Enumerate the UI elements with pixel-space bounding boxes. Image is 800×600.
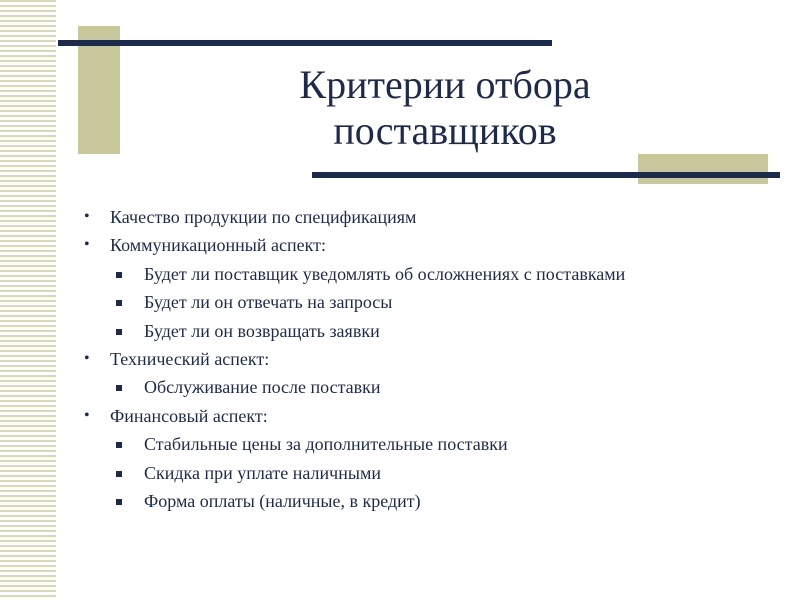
- list-item-text: Коммуникационный аспект:: [110, 235, 327, 256]
- square-bullet-icon: [116, 499, 122, 505]
- list-item: [80, 203, 780, 231]
- list-item-text: Технический аспект:: [110, 348, 270, 369]
- bullet-dot-icon: •: [84, 406, 90, 424]
- bullet-list: [80, 203, 780, 515]
- square-bullet-icon: [116, 471, 122, 477]
- list-item-text: Стабильные цены за дополнительные поставки: [144, 434, 508, 455]
- decorative-line-bottom: [312, 172, 780, 178]
- bullet-dot-icon: •: [84, 208, 90, 225]
- list-item-text: Финансовый аспект:: [110, 405, 268, 426]
- square-bullet-icon: [116, 329, 122, 335]
- square-bullet-icon: [116, 272, 122, 278]
- list-item-text: Форма оплаты (наличные, в кредит): [144, 490, 421, 511]
- sub-list-item: [80, 487, 780, 515]
- decorative-tan-block-right: [638, 154, 768, 184]
- bullet-dot-icon: •: [84, 236, 90, 254]
- list-item: [80, 345, 780, 373]
- slide-title-line: поставщиков: [333, 108, 557, 153]
- slide-title-line: Критерии отбора: [299, 62, 591, 107]
- sub-list-item: [80, 288, 780, 316]
- list-item: [80, 402, 780, 430]
- sub-list-item: [80, 459, 780, 487]
- list-item-text: Будет ли он отвечать на запросы: [144, 292, 393, 313]
- sub-list-item: [80, 260, 780, 288]
- list-item-text: Скидка при уплате наличными: [144, 462, 381, 483]
- decorative-line-top: [58, 40, 552, 46]
- sub-list-item: [80, 317, 780, 345]
- square-bullet-icon: [116, 442, 122, 448]
- square-bullet-icon: [116, 385, 122, 391]
- decorative-stripes: [0, 0, 56, 600]
- list-item-text: Качество продукции по спецификациям: [110, 207, 417, 227]
- list-item-text: Будет ли поставщик уведомлять об осложнениях с поставками: [144, 263, 626, 284]
- list-item-text: Обслуживание после поставки: [144, 377, 381, 398]
- square-bullet-icon: [116, 300, 122, 306]
- slide-title: [230, 62, 660, 154]
- list-item: [80, 231, 780, 259]
- bullet-dot-icon: •: [84, 349, 90, 367]
- list-item-text: Будет ли он возвращать заявки: [144, 320, 380, 341]
- sub-list-item: [80, 430, 780, 458]
- sub-list-item: [80, 373, 780, 401]
